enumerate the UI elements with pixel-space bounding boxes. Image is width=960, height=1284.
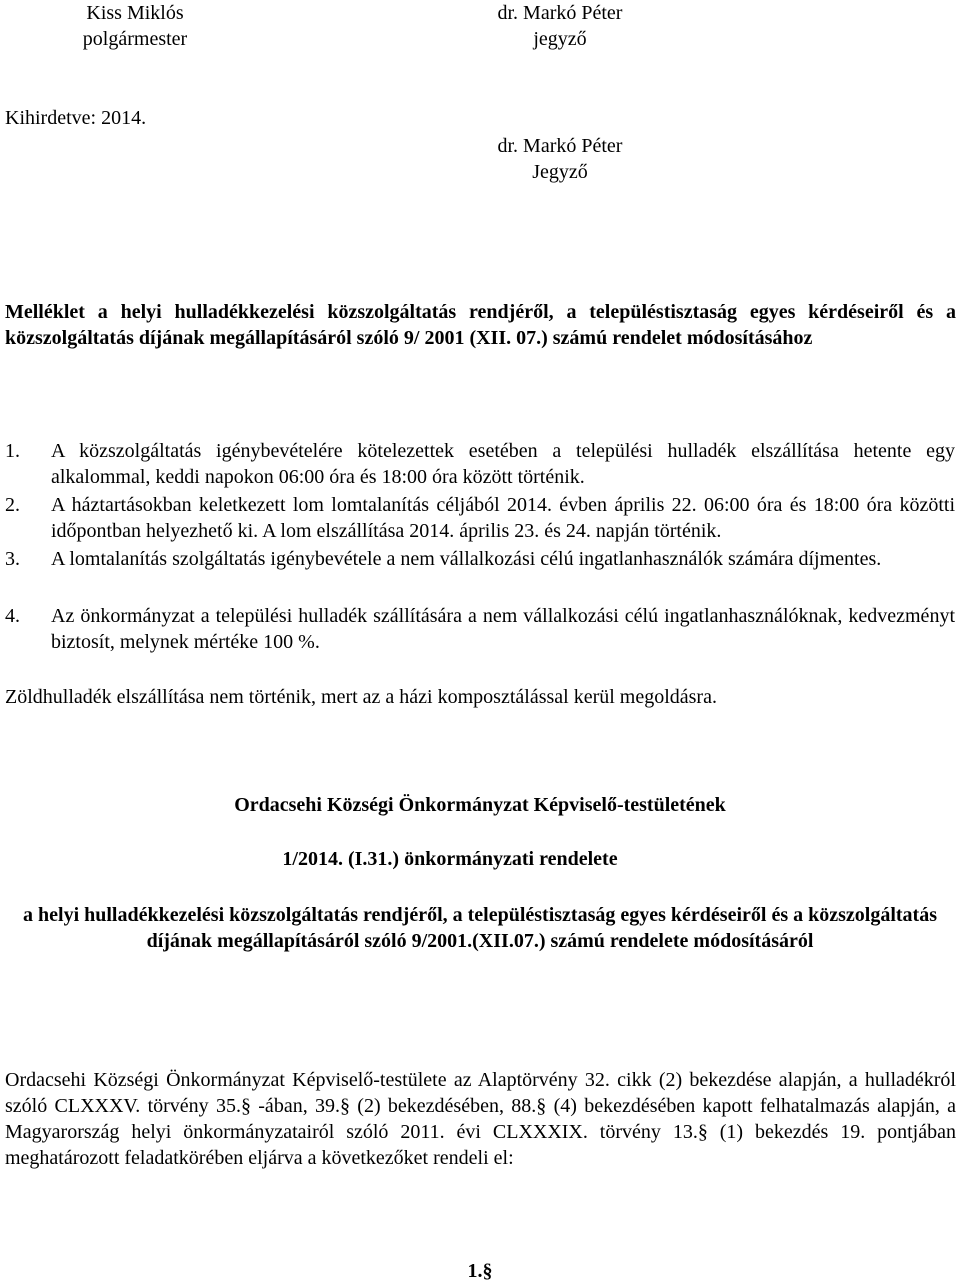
list-item-number: 4. [5, 605, 20, 627]
signature-right-name: dr. Markó Péter [497, 2, 623, 24]
list-item-text: A lomtalanítás szolgáltatás igénybevétele a nem vállalkozási célú ingatlanhasználók számára díjmentes. [51, 548, 882, 570]
list-item-2 [5, 492, 955, 544]
signature-notary [475, 133, 645, 185]
signature-left-title: polgármester [82, 28, 188, 50]
list-item-text: Az önkormányzat a települési hulladék szállítására a nem vállalkozási célú ingatlanhasználóknak, kedvezményt biztosít, melynek mértéke 100 %. [51, 605, 955, 653]
list-item-4 [5, 603, 955, 655]
council-heading: Ordacsehi Községi Önkormányzat Képviselő-testületének [234, 794, 726, 816]
list-item-number: 2. [5, 494, 20, 516]
list-item-text: A háztartásokban keletkezett lom lomtalanítás céljából 2014. évben április 22. 06:00 óra és 18:00 óra közötti időpontban helyezhető ki. A lom elszállítása 2014. április 23. és 24. napján történik. [51, 494, 955, 542]
signature-notary-name: dr. Markó Péter [497, 135, 623, 157]
signature-left-name: Kiss Miklós [86, 2, 184, 24]
list-item-1 [5, 438, 955, 490]
list-item-text: A közszolgáltatás igénybevételére kötelezettek esetében a települési hulladék elszállítása hetente egy alkalommal, keddi napokon 06:00 óra és 18:00 óra között történik. [51, 440, 955, 488]
signature-left [60, 0, 210, 52]
decree-subject: a helyi hulladékkezelési közszolgáltatás rendjéről, a településtisztaság egyes kérdéseiről és a közszolgáltatás díjának megállapításáról szóló 9/2001.(XII.07.) számú rendelete módosításáról [23, 904, 937, 952]
posted-date: Kihirdetve: 2014. [5, 107, 147, 129]
list-item-3 [5, 546, 955, 572]
decree-number: 1/2014. (I.31.) önkormányzati rendelete [282, 848, 618, 870]
list-item-number: 1. [5, 440, 20, 462]
green-waste-note: Zöldhulladék elszállítása nem történik, mert az a házi komposztálással kerül megoldásra. [5, 686, 717, 708]
signature-notary-title: Jegyző [532, 161, 588, 183]
section-number: 1.§ [467, 1260, 493, 1282]
signature-right-title: jegyző [533, 28, 587, 50]
preamble: Ordacsehi Községi Önkormányzat Képviselő-testülete az Alaptörvény 32. cikk (2) bekezdése alapján, a hulladékról szóló CLXXXV. törvény 35.§ -ában, 39.§ (2) bekezdésében, 88.§ (4) bekezdésében kapott felhatalmazás alapján, a Magyarország helyi önkormányzatairól szóló 2011. évi CLXXXIX. törvény 13.§ (1) bekezdés 19. pontjában meghatározott feladatkörében eljárva a következőket rendeli el: [5, 1069, 956, 1169]
annex-title: Melléklet a helyi hulladékkezelési közszolgáltatás rendjéről, a településtisztaság egyes kérdéseiről és a közszolgáltatás díjának megállapításáról szóló 9/ 2001 (XII. 07.) számú rendelet módosításához [5, 301, 956, 349]
signature-right [475, 0, 645, 52]
list-item-number: 3. [5, 548, 20, 570]
